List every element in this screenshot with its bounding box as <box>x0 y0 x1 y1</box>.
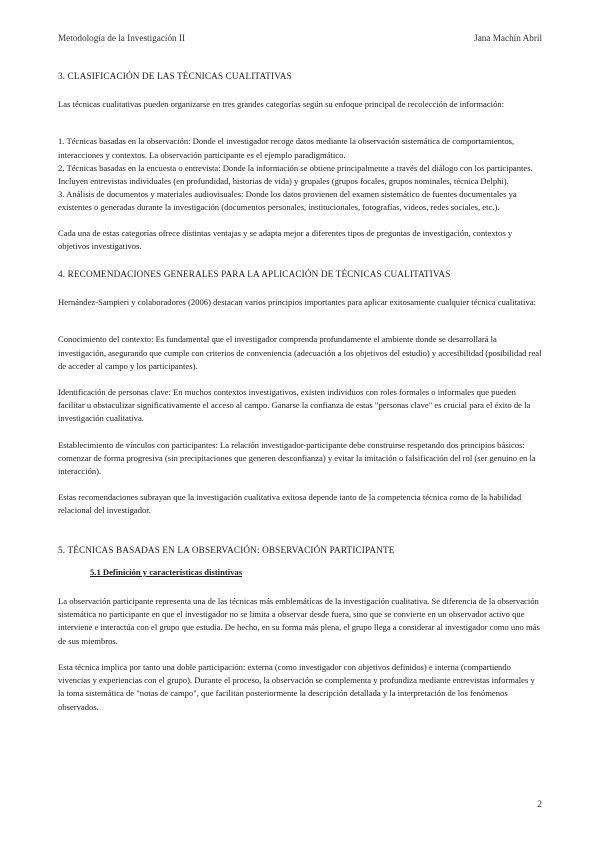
spacer <box>58 123 542 135</box>
list-item: 1. Técnicas basadas en la observación: Donde el investigador recoge datos mediante la observación sistemática de comportamientos, interacciones y contextos. La observación participante es el ejemplo paradigmático. <box>58 136 515 160</box>
list-item: 3. Análisis de documentos y materiales audiovisuales: Donde los datos provienen del examen sistemático de fuentes documentales ya existentes o generadas durante la investigación (documentos personales, institucionales, fotografías, videos, redes sociales, etc.). <box>58 189 517 213</box>
spacer <box>58 321 542 333</box>
section-3-list <box>58 135 542 214</box>
header-author: Jana Machín Abril <box>474 33 542 43</box>
section-3-intro: Las técnicas cualitativas pueden organizarse en tres grandes categorías según su enfoque principal de recolección de información: <box>58 99 505 110</box>
section-3-title: 3. CLASIFICACIÓN DE LAS TÉCNICAS CUALITATIVAS <box>58 71 292 81</box>
section-3-closing: Cada una de estas categorías ofrece distintas ventajas y se adapta mejor a diferentes tipos de preguntas de investigación, contextos y objetivos investigativos. <box>58 227 513 251</box>
section-5-title: 5. TÉCNICAS BASADAS EN LA OBSERVACIÓN: OBSERVACIÓN PARTICIPANTE <box>58 544 395 555</box>
section-5-1-subtitle: 5.1 Definición y características distintivas <box>90 566 243 577</box>
section-4-paragraph: Identificación de personas clave: En muchos contextos investigativos, existen individuos con roles formales o informales que pueden facilitar u obstaculizar significativamente el acceso al campo. Ganarse la confianza de estas "personas clave" es crucial para el éxito de la investigación cualitativa. <box>58 387 531 424</box>
section-4-paragraph: Hernández-Sampieri y colaboradores (2006) destacan varios principios importantes para aplicar exitosamente cualquier técnica cualitativa: <box>58 297 536 308</box>
section-4-paragraph: Conocimiento del contexto: Es fundamental que el investigador comprenda profundamente el ambiente donde se desarrollará la investigación, asegurando que cumple con criterios de conveniencia (adecuación a los objetivos del estudio) y accesibilidad (posibilidad real de acceder al campo y los participantes). <box>58 334 542 371</box>
section-5-paragraph: Esta técnica implica por tanto una doble participación: externa (como investigador con objetivos definidos) e interna (compartiendo vivencias y experiencias con el grupo). Durante el proceso, la observación se complementa y profundiza mediante entrevistas informales y la toma sistemática de "notas de campo", que facilitan posteriormente la descripción detallada y la interpretación de los fenómenos observados. <box>58 661 535 712</box>
section-4-paragraph: Estas recomendaciones subrayan que la investigación cualitativa exitosa depende tanto de la competencia técnica como de la habilidad relacional del investigador. <box>58 492 522 516</box>
section-4-title: 4. RECOMENDACIONES GENERALES PARA LA APLICACIÓN DE TÉCNICAS CUALITATIVAS <box>58 269 451 280</box>
page-content <box>58 70 542 726</box>
page-number: 2 <box>537 800 542 810</box>
section-5-paragraph: La observación participante representa una de las técnicas más emblemáticas de la investigación cualitativa. Se diferencia de la observación sistemática no participante en que el investigador no se limita a observar desde fuera, sino que se convierte en un observador activo que interviene e interactúa con el grupo que estudia. De hecho, en su forma más plena, el grupo llega a considerar al investigador como uno más de sus miembros. <box>58 596 540 646</box>
section-4-paragraph: Establecimiento de vínculos con participantes: La relación investigador-participante debe construirse respetando dos principios básicos: comenzar de forma progresiva (sin precipitaciones que generen desconfianza) y evitar la imitación o falsificación del rol (ser genuino en la interacción). <box>58 439 536 477</box>
header-course-title: Metodología de la Investigación II <box>58 33 186 43</box>
list-item: 2. Técnicas basadas en la encuesta o entrevista: Donde la información se obtiene principalmente a través del diálogo con los participantes. Incluyen entrevistas individuales (en profundidad, historias de vida) y grupales (grupos focales, grupos nominales, técnica Delphi). <box>58 162 533 187</box>
